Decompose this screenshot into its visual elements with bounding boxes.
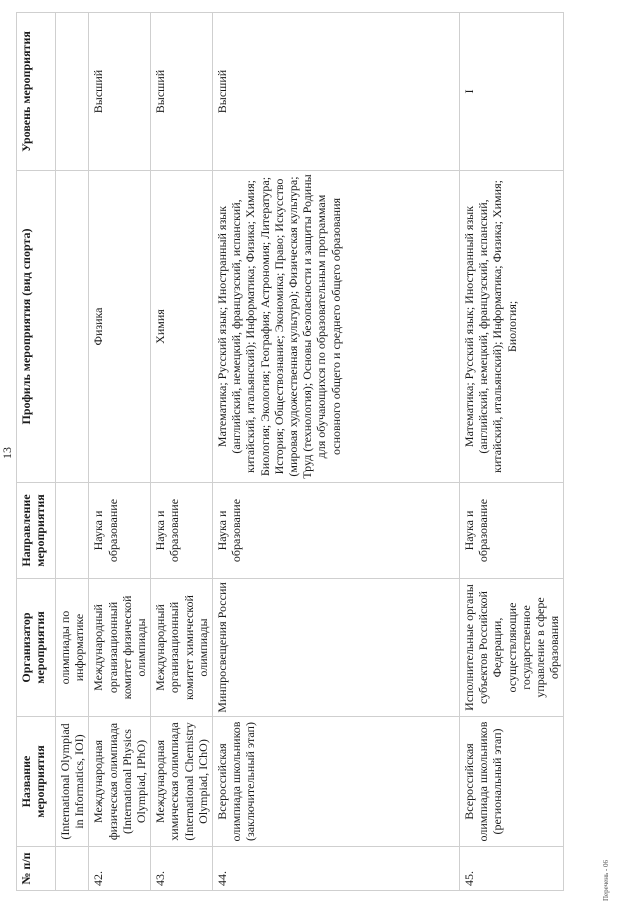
row-profile: Математика; Русский язык; Иностранный язык (английский, немецкий, французский, испанский, китайский, итальянский); Информатика; Физика; Химия; Биология; Экология; География; Астрономия; Литература; История; Обществознание; Экономика; Право; Искусство (мировая художественная культура); Физическая культура; Труд (технология); Основы безопасности и защиты Родины для обучающихся по образовательным программам основного общего и среднего общего образования	[213, 171, 460, 483]
row-organizer: олимпиады по информатике	[56, 579, 89, 717]
row-level	[56, 13, 89, 171]
row-level: Высший	[151, 13, 213, 171]
table-header-row	[17, 13, 56, 891]
row-organizer: Международный организационный комитет физической олимпиады	[89, 579, 151, 717]
row-direction: Наука и образование	[213, 483, 460, 579]
row-name: Всероссийская олимпиада школьников (региональный этап)	[460, 717, 564, 847]
row-num	[56, 847, 89, 891]
table-row	[56, 13, 89, 891]
row-num: 44.	[213, 847, 460, 891]
row-level: Высший	[89, 13, 151, 171]
row-num: 43.	[151, 847, 213, 891]
row-profile: Химия	[151, 171, 213, 483]
row-direction: Наука и образование	[460, 483, 564, 579]
footer-text: Перечень - 06	[602, 860, 610, 901]
table-row	[89, 13, 151, 891]
row-name: Международная физическая олимпиада (International Physics Olympiad, IPhO)	[89, 717, 151, 847]
row-direction	[56, 483, 89, 579]
row-profile: Математика; Русский язык; Иностранный язык (английский, немецкий, французский, испанский, китайский, итальянский); Информатика; Физика; Химия; Биология;	[460, 171, 564, 483]
row-organizer: Исполнительные органы субъектов Российской Федерации, осуществляющие государственное управление в сфере образования	[460, 579, 564, 717]
row-level: Высший	[213, 13, 460, 171]
row-profile: Физика	[89, 171, 151, 483]
row-name: Всероссийская олимпиада школьников (заключительный этап)	[213, 717, 460, 847]
table-row	[213, 13, 460, 891]
row-direction: Наука и образование	[151, 483, 213, 579]
row-direction: Наука и образование	[89, 483, 151, 579]
row-name: (International Olympiad in Informatics, IOI)	[56, 717, 89, 847]
row-level: I	[460, 13, 564, 171]
events-table	[16, 12, 564, 891]
row-name: Международная химическая олимпиада (International Chemistry Olympiad, IChO)	[151, 717, 213, 847]
table-row	[460, 13, 564, 891]
row-organizer: Минпросвещения России	[213, 579, 460, 717]
header-profile: Профиль мероприятия (вид спорта)	[17, 171, 56, 483]
header-organizer: Организатор мероприятия	[17, 579, 56, 717]
header-level: Уровень мероприятия	[17, 13, 56, 171]
header-name: Название мероприятия	[17, 717, 56, 847]
row-num: 45.	[460, 847, 564, 891]
row-profile	[56, 171, 89, 483]
page-number: 13	[0, 447, 14, 459]
header-direction: Направление мероприятия	[17, 483, 56, 579]
header-num: № п/п	[17, 847, 56, 891]
row-num: 42.	[89, 847, 151, 891]
row-organizer: Международный организационный комитет химической олимпиады	[151, 579, 213, 717]
table-row	[151, 13, 213, 891]
